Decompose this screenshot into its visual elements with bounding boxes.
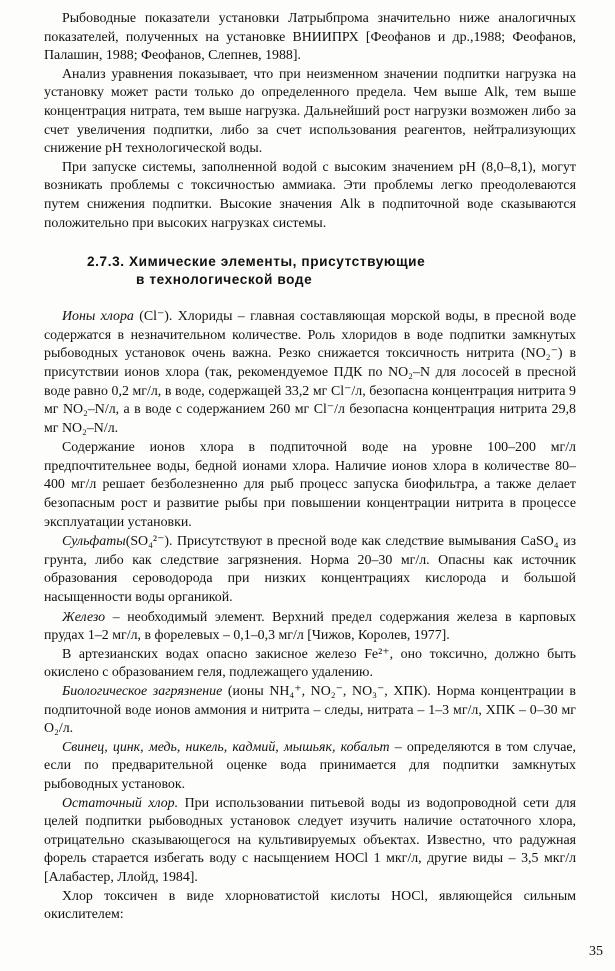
paragraph-biological-pollution (44, 683, 576, 739)
paragraph-artesian-iron: В артезианских водах опасно закисное железо Fe²⁺, оно токсично, должно быть окислено с образованием геля, подлежащего удалению. (44, 646, 576, 681)
chlorine-text: Хлориды – главная составляющая морской воды, в пресной воде содержатся в незначительном количестве. Роль хлоридов в воде подпитки замкнутых рыбоводных установок очень важна. Резко снижается токсичность нитрита (NO₂⁻) в присутствии ионов хлора (так, рекомендуемое ПДК по NO₂–N для лососей в пресной воде равно 0,2 мг/л, в воде, содержащей 33,2 мг Cl⁻/л, безопасна концентрация нитрита 9 мг NO₂–N/л, а в воде с содержанием 260 мг Cl⁻/л безопасна концентрация нитрита 29,8 мг NO₂–N/л. (44, 309, 576, 436)
page-content (44, 10, 576, 925)
paragraph-chlorine-content: Содержание ионов хлора в подпиточной воде на уровне 100–200 мг/л предпочтительнее воды, бедной ионами хлора. Наличие ионов хлора в количестве 80–400 мг/л решает безболезненно для рыб процесс запуска биофильтра, а также делает безопасным рост и развитие рыбы при повышении концентрации нитрита в процессе эксплуатации установки. (44, 440, 576, 530)
paragraph-sulfates (44, 533, 576, 607)
heavy-metals-text: – определяются в том случае, если по предварительной оценке вода принимается для подпитки замкнутых рыбоводных установок. (44, 739, 577, 792)
page-number: 35 (589, 944, 603, 959)
section-title-line2: в технологической воде (136, 272, 313, 288)
residual-chlorine-text: При использовании питьевой воды из водопроводной сети для целей подпитки рыбоводных установок следует изучить наличие остаточного хлора, отрицательно сказывающегося на культивируемых объектах. Известно, что радужная форель старается избегать воду с насыщением HOCl 1 мкг/л, другие виды – 3,5 мкг/л [Алабастер, Ллойд, 1984]. (44, 795, 576, 885)
paragraph-chlorine-ions (44, 308, 576, 438)
term-heavy-metals: Свинец, цинк, медь, никель, кадмий, мышьяк, кобальт (62, 739, 390, 755)
term-biological-pollution: Биологическое загрязнение (62, 684, 223, 699)
sulfate-ion-formula: (SO₄²⁻). (125, 534, 173, 550)
section-number: 2.7.3. (87, 254, 125, 270)
paragraph-residual-chlorine (44, 795, 576, 888)
paragraph-latrybprom: Рыбоводные показатели установки Латрыбпрома значительно ниже аналогичных показателей, полученных на установке ВНИИПРХ [Феофанов и др.,1988; Феофанов, Палашин, 1988; Феофанов, Слепнев, 1988]. (44, 11, 576, 64)
term-iron: Железо (62, 609, 106, 625)
term-residual-chlorine: Остаточный хлор. (62, 795, 179, 811)
term-sulfates: Сульфаты (62, 534, 126, 550)
paragraph-system-startup: При запуске системы, заполненной водой с высоким значением pH (8,0–8,1), могут возникать проблемы с токсичностью аммиака. Эти проблемы легко преодолеваются путем снижения подпитки. Высокие значения Alk в подпиточной воде сказываются положительно при высоких нагрузках системы. (44, 159, 576, 231)
paragraph-hypochlorous-acid: Хлор токсичен в виде хлорноватистой кислоты HOCl, являющейся сильным окислителем: (44, 888, 576, 923)
term-chlorine-ions: Ионы хлора (62, 309, 134, 325)
section-title-line1: Химические элементы, присутствующие (129, 254, 426, 270)
iron-text: – необходимый элемент. Верхний предел содержания железа в карповых прудах 1–2 мг/л, в форелевых – 0,1–0,3 мг/л [Чижов, Королев, 1977]. (44, 609, 576, 644)
paragraph-heavy-metals (44, 739, 576, 795)
section-heading (44, 253, 576, 289)
paragraph-equation-analysis: Анализ уравнения показывает, что при неизменном значении подпитки нагрузка на установку может расти только до определенного предела. Чем выше Alk, тем выше концентрация нитрата, тем выше нагрузка. Дальнейший рост нагрузки возможен либо за счет увеличения подпитки, либо за счет использования реагентов, нейтрализующих снижение pH технологической воды. (44, 66, 576, 157)
paragraph-iron (44, 609, 576, 646)
sulfates-text: Присутствуют в пресной воде как следствие вымывания CaSO₄ из грунта, либо как следствие загрязнения. Норма 20–30 мг/л. Опасны как источник образования сероводорода при низких концентрациях кислорода и большой насыщенности воды органикой. (44, 534, 576, 606)
biological-text: (ионы NH₄⁺, NO₂⁻, NO₃⁻, ХПК). Норма концентрации в подпиточной воде ионов аммония и нитрита – следы, нитрата – 1–3 мг/л, ХПК – 0–30 мг O₂/л. (44, 684, 576, 737)
chlorine-ion-formula: (Cl⁻). (139, 309, 173, 325)
